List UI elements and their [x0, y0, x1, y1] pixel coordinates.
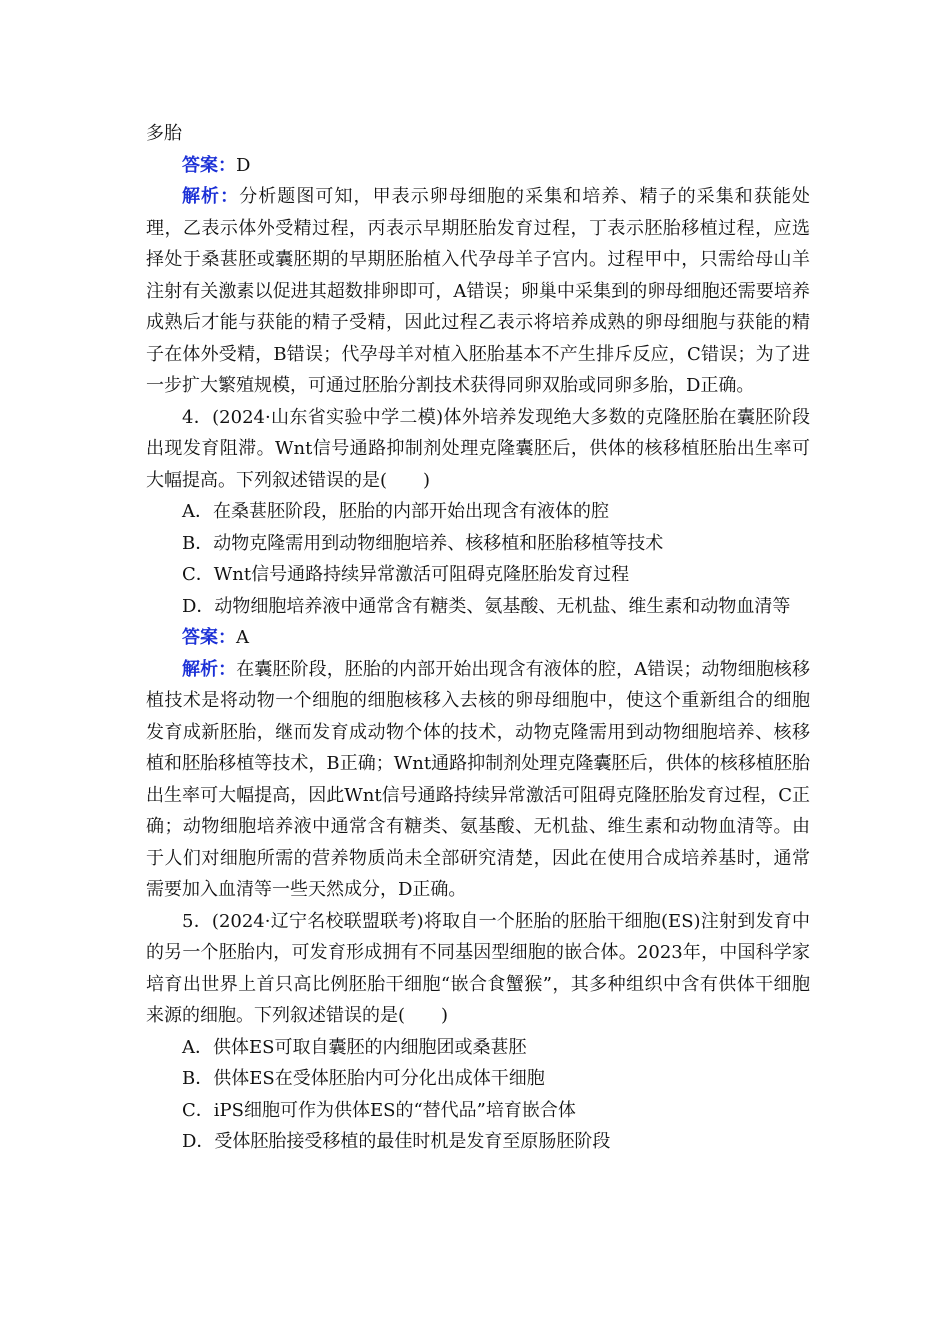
answer-label: 答案：: [182, 154, 236, 176]
q4-stem: 4．(2024·山东省实验中学二模)体外培养发现绝大多数的克隆胚胎在囊胚阶段出现发育阻滞。Wnt信号通路抑制剂处理克隆囊胚后，供体的核移植胚胎出生率可大幅提高。下列叙述错误的是( ): [146, 406, 810, 491]
analysis-text: 分析题图可知，甲表示卵母细胞的采集和培养、精子的采集和获能处理，乙表示体外受精过程，丙表示早期胚胎发育过程，丁表示胚胎移植过程，应选择处于桑葚胚或囊胚期的早期胚胎植入代孕母羊子宫内。过程甲中，只需给母山羊注射有关激素以促进其超数排卵即可，A错误；卵巢中采集到的卵母细胞还需要培养成熟后才能与获能的精子受精，因此过程乙表示将培养成熟的卵母细胞与获能的精子在体外受精，B错误；代孕母羊对植入胚胎基本不产生排斥反应，C错误；为了进一步扩大繁殖规模，可通过胚胎分割技术获得同卵双胎或同卵多胎，D正确。: [146, 186, 810, 396]
answer-label: 答案：: [182, 627, 236, 648]
q3-answer: [146, 150, 810, 182]
q5-option-b: B．供体ES在受体胚胎内可分化出成体干细胞: [182, 1068, 545, 1089]
q4-answer: [146, 622, 810, 654]
q5-stem: 5．(2024·辽宁名校联盟联考)将取自一个胚胎的胚胎干细胞(ES)注射到发育中的另一个胚胎内，可发育形成拥有不同基因型细胞的嵌合体。2023年，中国科学家培育出世界上首只高比例胚胎干细胞“嵌合食蟹猴”，其多种组织中含有供体干细胞来源的细胞。下列叙述错误的是( ): [146, 910, 810, 1026]
q5-option-d: D．受体胚胎接受移植的最佳时机是发育至原肠胚阶段: [182, 1131, 611, 1152]
q4-option-d: D．动物细胞培养液中通常含有糖类、氨基酸、无机盐、维生素和动物血清等: [182, 595, 791, 617]
q5-option-c: C．iPS细胞可作为供体ES的“替代品”培育嵌合体: [182, 1099, 576, 1121]
q4-option-b: B．动物克隆需用到动物细胞培养、核移植和胚胎移植等技术: [182, 532, 664, 554]
q4-option-c: C．Wnt信号通路持续异常激活可阻碍克隆胚胎发育过程: [182, 564, 630, 585]
q3-analysis: [146, 181, 810, 402]
analysis-text: 在囊胚阶段，胚胎的内部开始出现含有液体的腔，A错误；动物细胞核移植技术是将动物一个细胞的细胞核移入去核的卵母细胞中，使这个重新组合的细胞发育成新胚胎，继而发育成动物个体的技术，动物克隆需用到动物细胞培养、核移植和胚胎移植等技术，B正确；Wnt通路抑制剂处理克隆囊胚后，供体的核移植胚胎出生率可大幅提高，因此Wnt信号通路持续异常激活可阻碍克隆胚胎发育过程，C正确；动物细胞培养液中通常含有糖类、氨基酸、无机盐、维生素和动物血清等。由于人们对细胞所需的营养物质尚未全部研究清楚，因此在使用合成培养基时，通常需要加入血清等一些天然成分，D正确。: [146, 658, 810, 900]
q4-analysis: [146, 654, 810, 906]
q4-option-a: A．在桑葚胚阶段，胚胎的内部开始出现含有液体的腔: [182, 501, 609, 522]
analysis-label: 解析：: [182, 186, 240, 207]
q5-option-a: A．供体ES可取自囊胚的内细胞团或桑葚胚: [182, 1036, 527, 1058]
analysis-label: 解析：: [182, 658, 237, 680]
answer-value: D: [236, 154, 251, 176]
page-content: [146, 118, 810, 1158]
answer-value: A: [236, 627, 249, 648]
previous-option-continuation: 多胎: [146, 123, 182, 144]
